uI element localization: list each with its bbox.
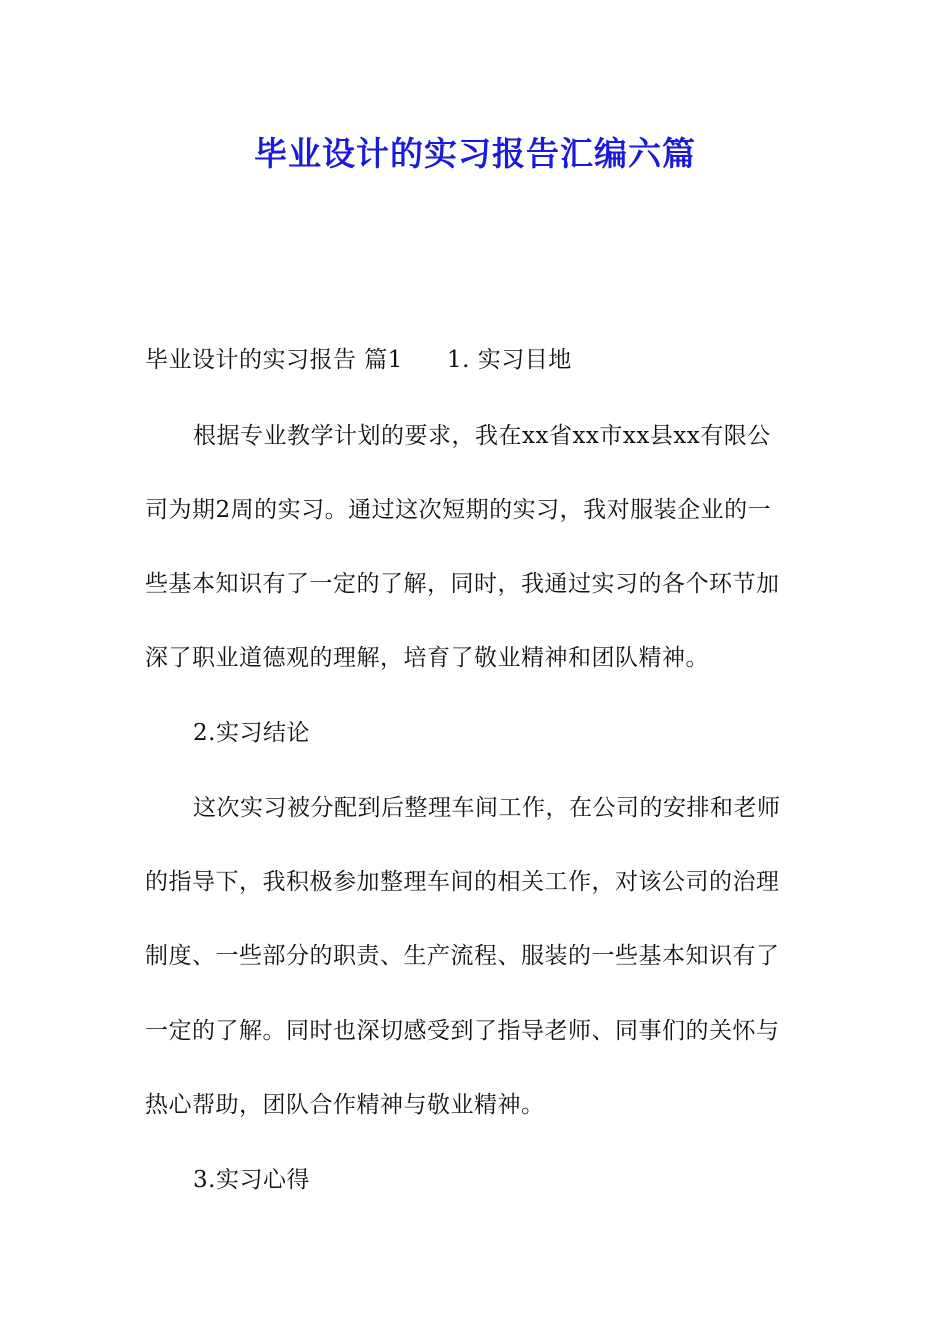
subheading: 3.实习心得	[193, 1167, 310, 1193]
paragraph-line: 司为期2周的实习。通过这次短期的实习，我对服装企业的一	[145, 497, 772, 523]
paragraph-line: 些基本知识有了一定的了解，同时，我通过实习的各个环节加	[145, 571, 780, 597]
paragraph-line: 深了职业道德观的理解，培育了敬业精神和团队精神。	[145, 645, 709, 671]
section-heading: 1. 实习目地	[446, 347, 572, 373]
paragraph-line: 制度、一些部分的职责、生产流程、服装的一些基本知识有了	[145, 943, 780, 969]
document-title: 毕业设计的实习报告汇编六篇	[254, 134, 696, 173]
paragraph-line: 热心帮助，团队合作精神与敬业精神。	[145, 1092, 545, 1118]
paragraph-line: 这次实习被分配到后整理车间工作，在公司的安排和老师	[193, 795, 781, 821]
paragraph-line: 一定的了解。同时也深切感受到了指导老师、同事们的关怀与	[145, 1018, 780, 1044]
paragraph-line: 的指导下，我积极参加整理车间的相关工作，对该公司的治理	[145, 869, 780, 895]
subheading: 2.实习结论	[193, 720, 310, 746]
part-heading: 毕业设计的实习报告 篇1	[145, 347, 403, 373]
section-heading-line	[145, 345, 805, 375]
paragraph-line: 根据专业教学计划的要求，我在xx省xx市xx县xx有限公	[193, 423, 771, 449]
